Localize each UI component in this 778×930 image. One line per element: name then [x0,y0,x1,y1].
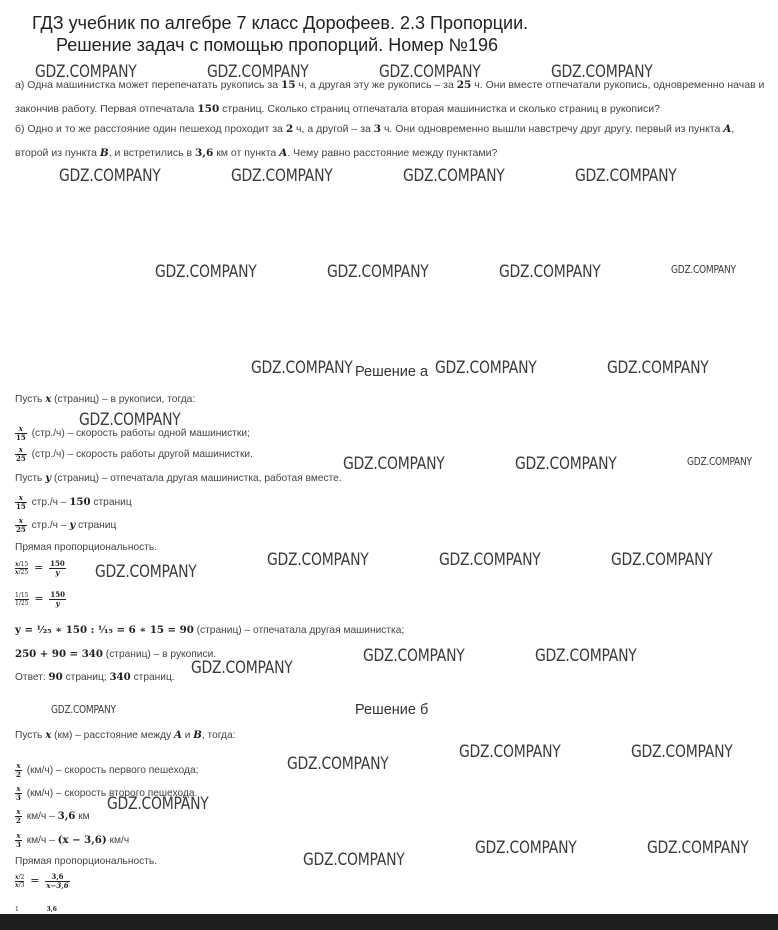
watermark-text: GDZ.COMPANY [35,62,137,82]
watermark-text: GDZ.COMPANY [575,166,677,186]
watermark-text: GDZ.COMPANY [207,62,309,82]
watermark-text: GDZ.COMPANY [95,562,197,582]
watermark-text: GDZ.COMPANY [631,742,733,762]
solution-a-line5: $\frac{x}{15}$ стр./ч – 150 страниц [16,493,132,511]
watermark-text: GDZ.COMPANY [551,62,653,82]
solution-b-line1: Пусть x (км) – расстояние между A и B, тогда: [15,729,236,741]
solution-a-proportion1: $\frac{x/15}{x/25}$ = $\frac{150}{y}$ [15,559,65,577]
watermark-text: GDZ.COMPANY [403,166,505,186]
watermark-text: GDZ.COMPANY [499,262,601,282]
watermark-text: GDZ.COMPANY [363,646,465,666]
watermark-text: GDZ.COMPANY [475,838,577,858]
watermark-text: GDZ.COMPANY [379,62,481,82]
watermark-text: GDZ.COMPANY [287,754,389,774]
watermark-text: GDZ.COMPANY [515,454,617,474]
solution-a-heading: Решение а [355,364,429,380]
solution-a-line6: $\frac{x}{25}$ стр./ч – y страниц [16,516,117,534]
solution-a-line4: Пусть y (страниц) – отпечатала другая машинистка, работая вместе. [15,472,342,484]
task-a: а) Одна машинистка может перепечатать рукопись за 15 ч, а другая эту же рукопись – за 25 ч. Они вместе отпечатали рукопись, одновременно начав и закончив работу. Первая отпечатала 150 страниц. Сколько страниц отпечатала вторая машинистка и сколько страниц в рукописи? [15,79,765,115]
bottom-bar [0,914,778,930]
watermark-text: GDZ.COMPANY [535,646,637,666]
watermark-text: GDZ.COMPANY [231,166,333,186]
solution-b-proportion2: 1 3,6 [15,905,57,913]
watermark-text: GDZ.COMPANY [435,358,537,378]
watermark-text: GDZ.COMPANY [267,550,369,570]
solution-a-proportion2: $\frac{1/15}{1/25}$ = $\frac{150}{y}$ [15,590,66,608]
solution-b-line3: $\frac{x}{3}$ (км/ч) – скорость второго пешехода. [16,784,198,802]
watermark-text: GDZ.COMPANY [59,166,161,186]
solution-a-line2: $\frac{x}{15}$ (стр./ч) – скорость работы одной машинистки; [16,424,250,442]
watermark-text: GDZ.COMPANY [671,263,736,276]
solution-a-line1: Пусть x (страниц) – в рукописи, тогда: [15,393,196,405]
page-title-line1: ГДЗ учебник по алгебре 7 класс Дорофеев. 2.3 Пропорции. [32,13,529,33]
task-b: б) Одно и то же расстояние один пешеход проходит за 2 ч, а другой – за 3 ч. Они одновременно вышли навстречу друг другу, первый из пункта A, второй из пункта B, и встретились в 3,6 км от пункта A. Чему равно расстояние между пунктами? [15,123,735,159]
watermark-text: GDZ.COMPANY [343,454,445,474]
watermark-text: GDZ.COMPANY [687,455,752,468]
watermark-text: GDZ.COMPANY [647,838,749,858]
watermark-text: GDZ.COMPANY [611,550,713,570]
solution-b-proportion1: $\frac{x/2}{x/3}$ = $\frac{3,6}{x-3,6}$ [15,872,69,890]
solution-b-line5: $\frac{x}{3}$ км/ч – (x − 3,6) км/ч [16,831,130,849]
solution-b-line2: $\frac{x}{2}$ (км/ч) – скорость первого пешехода; [16,761,199,779]
solution-a-answer: Ответ: 90 страниц; 340 страниц. [15,671,175,683]
watermark-text: GDZ.COMPANY [79,410,181,430]
watermark-text: GDZ.COMPANY [155,262,257,282]
solution-b-line6: Прямая пропорциональность. [15,856,158,867]
watermark-text: GDZ.COMPANY [251,358,353,378]
solution-a-line11: 250 + 90 = 340 (страниц) – в рукописи. [15,648,217,660]
watermark-text: GDZ.COMPANY [327,262,429,282]
watermark-text: GDZ.COMPANY [607,358,709,378]
page-title-line2: Решение задач с помощью пропорций. Номер №196 [56,35,498,55]
page-title [0,12,778,56]
watermark-text: GDZ.COMPANY [191,658,293,678]
solution-a-line7: Прямая пропорциональность. [15,542,158,553]
watermark-text: GDZ.COMPANY [439,550,541,570]
solution-a-line3: $\frac{x}{25}$ (стр./ч) – скорость работы другой машинистки. [16,445,253,463]
solution-b-heading: Решение б [355,702,429,718]
watermark-text: GDZ.COMPANY [303,850,405,870]
solution-b-line4: $\frac{x}{2}$ км/ч – 3,6 км [16,807,90,825]
watermark-text: GDZ.COMPANY [459,742,561,762]
watermark-text: GDZ.COMPANY [107,794,209,814]
solution-a-line10: y = ¹⁄₂₅ ∗ 150 : ¹⁄₁₅ = 6 ∗ 15 = 90 (страниц) – отпечатала другая машинистка; [15,624,405,636]
watermark-text: GDZ.COMPANY [51,703,116,716]
